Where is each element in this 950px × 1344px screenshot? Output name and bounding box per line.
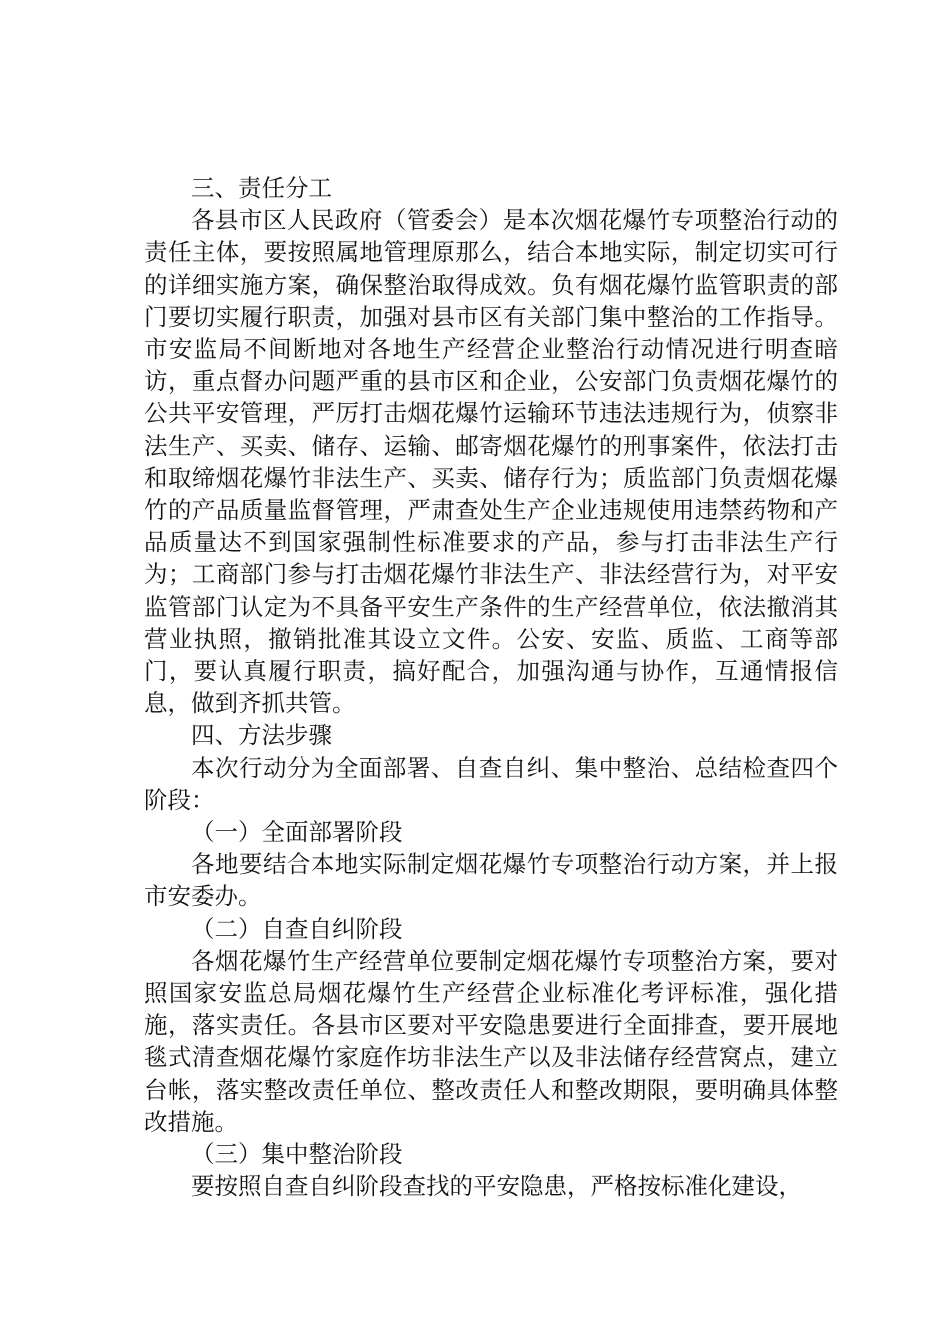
- document-body: [144, 172, 838, 1203]
- subheading-concentrated-rectification: （三）集中整治阶段: [191, 1140, 403, 1169]
- subheading-deployment: （一）全面部署阶段: [191, 818, 403, 847]
- subheading-self-check: （二）自查自纠阶段: [191, 914, 403, 943]
- paragraph-steps-intro: 本次行动分为全面部署、自查自纠、集中整治、总结检查四个阶段：: [144, 753, 838, 814]
- section-heading-steps: 四、方法步骤: [191, 721, 332, 750]
- paragraph-concentrated-rectification: 要按照自查自纠阶段查找的平安隐患，严格按标准化建设，: [191, 1172, 802, 1201]
- paragraph-responsibility: 各县市区人民政府（管委会）是本次烟花爆竹专项整治行动的责任主体，要按照属地管理原那么，结合本地实际，制定切实可行的详细实施方案，确保整治取得成效。负有烟花爆竹监管职责的部门要切实履行职责，加强对县市区有关部门集中整治的工作指导。市安监局不间断地对各地生产经营企业整治行动情况进行明查暗访，重点督办问题严重的县市区和企业，公安部门负责烟花爆竹的公共平安管理，严厉打击烟花爆竹运输环节违法违规行为，侦察非法生产、买卖、储存、运输、邮寄烟花爆竹的刑事案件，依法打击和取缔烟花爆竹非法生产、买卖、储存行为；质监部门负责烟花爆竹的产品质量监督管理，严肃查处生产企业违规使用违禁药物和产品质量达不到国家强制性标准要求的产品，参与打击非法生产行为；工商部门参与打击烟花爆竹非法生产、非法经营行为，对平安监管部门认定为不具备平安生产条件的生产经营单位，依法撤消其营业执照，撤销批准其设立文件。公安、安监、质监、工商等部门，要认真履行职责，搞好配合，加强沟通与协作，互通情报信息，做到齐抓共管。: [144, 206, 838, 718]
- paragraph-deployment: 各地要结合本地实际制定烟花爆竹专项整治行动方案，并上报市安委办。: [144, 850, 838, 911]
- paragraph-self-check: 各烟花爆竹生产经营单位要制定烟花爆竹专项整治方案，要对照国家安监总局烟花爆竹生产经营企业标准化考评标准，强化措施，落实责任。各县市区要对平安隐患要进行全面排查，要开展地毯式清查烟花爆竹家庭作坊非法生产以及非法储存经营窝点，建立台帐，落实整改责任单位、整改责任人和整改期限，要明确具体整改措施。: [144, 946, 838, 1136]
- section-heading-responsibility: 三、责任分工: [191, 174, 332, 202]
